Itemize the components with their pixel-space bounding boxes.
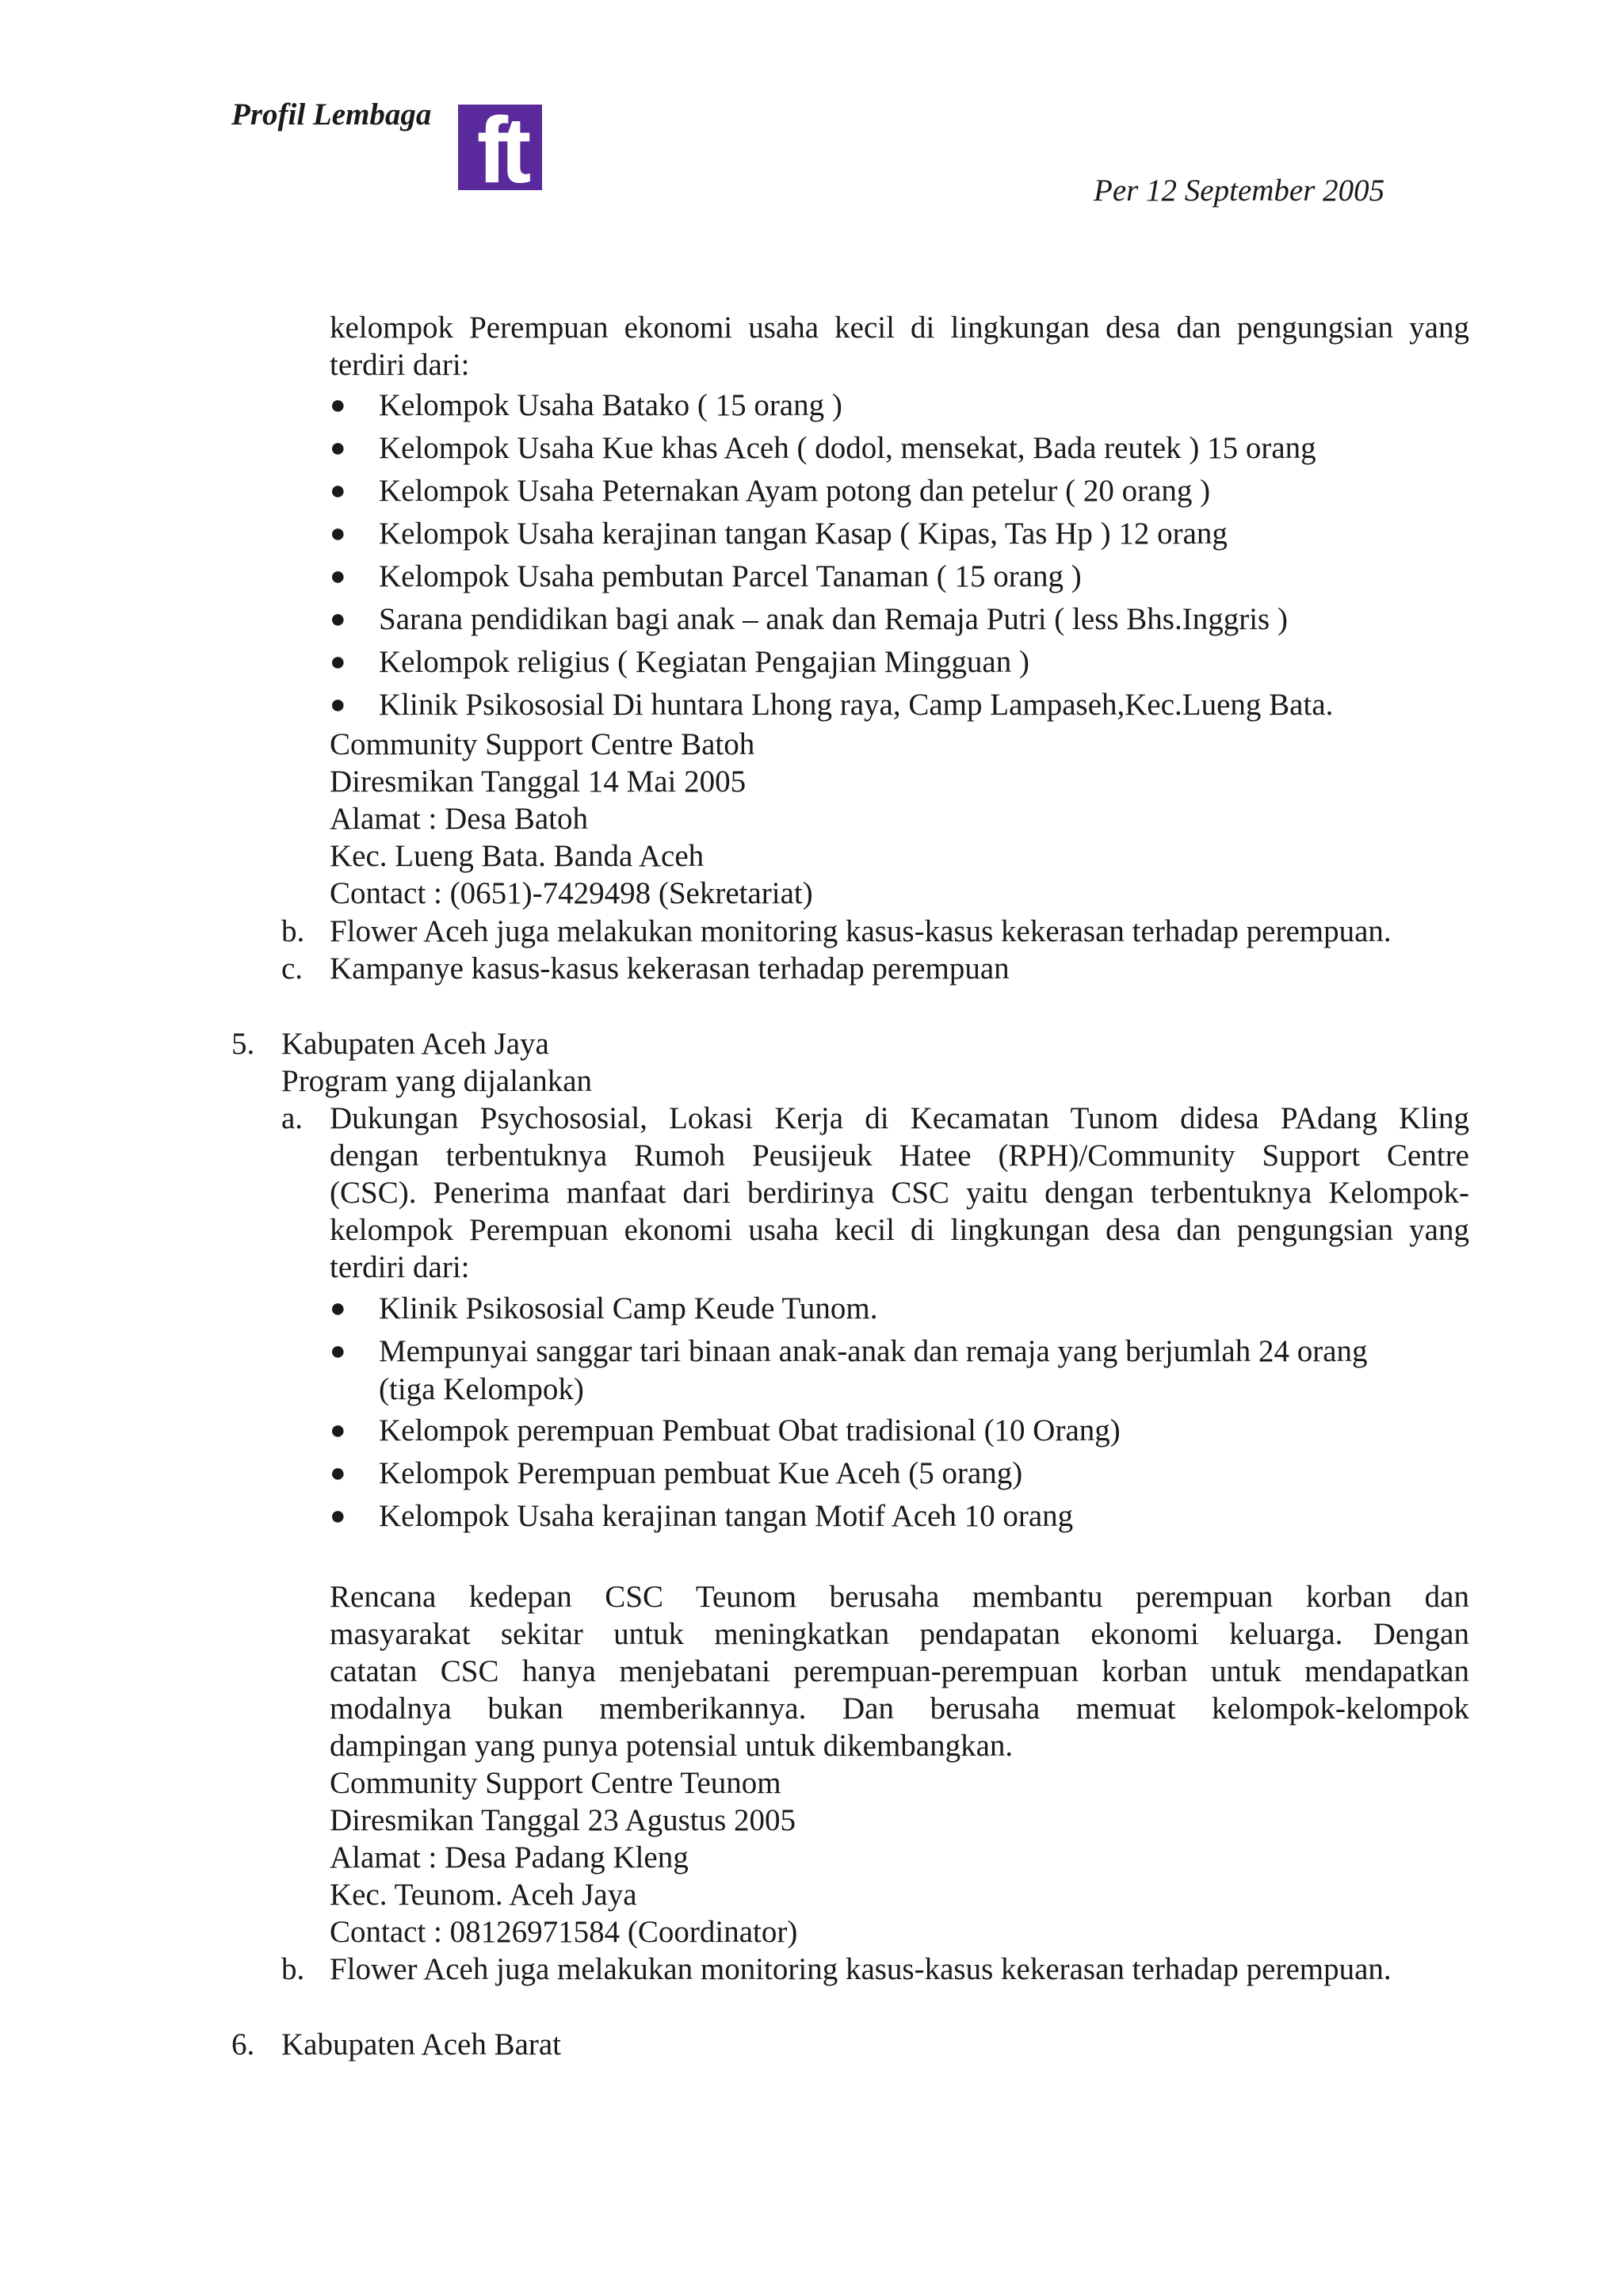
paragraph-line: terdiri dari: bbox=[330, 348, 470, 382]
bullet-icon: ● bbox=[330, 605, 346, 634]
logo-text: ft bbox=[476, 100, 524, 193]
paragraph-line: modalnya bukan memberikannya. Dan berusaha memuat kelompok-kelompok bbox=[330, 1691, 1469, 1726]
bullet-icon: ● bbox=[330, 519, 346, 548]
list-item: Kampanye kasus-kasus kekerasan terhadap perempuan bbox=[330, 952, 1010, 986]
list-marker: b. bbox=[281, 914, 305, 948]
list-item: Flower Aceh juga melakukan monitoring kasus-kasus kekerasan terhadap perempuan. bbox=[330, 914, 1392, 948]
bullet-icon: ● bbox=[330, 1337, 346, 1366]
section-title: Kabupaten Aceh Jaya bbox=[281, 1027, 549, 1061]
list-marker: b. bbox=[281, 1952, 305, 1986]
bullet-icon: ● bbox=[330, 647, 346, 677]
bullet-icon: ● bbox=[330, 476, 346, 505]
info-line: Diresmikan Tanggal 14 Mai 2005 bbox=[330, 765, 747, 799]
list-item: Kelompok Usaha kerajinan tangan Kasap ( Kipas, Tas Hp ) 12 orang bbox=[379, 517, 1228, 551]
list-item: Klinik Psikososial Camp Keude Tunom. bbox=[379, 1291, 878, 1325]
bullet-icon: ● bbox=[330, 1294, 346, 1323]
paragraph-line: terdiri dari: bbox=[330, 1250, 470, 1284]
paragraph-line: dengan terbentuknya Rumoh Peusijeuk Hatee (RPH)/Community Support Centre bbox=[330, 1138, 1469, 1173]
bullet-icon: ● bbox=[330, 1501, 346, 1531]
list-marker: c. bbox=[281, 952, 304, 986]
list-marker: a. bbox=[281, 1101, 304, 1135]
list-item: Klinik Psikososial Di huntara Lhong raya, Camp Lampaseh,Kec.Lueng Bata. bbox=[379, 688, 1334, 722]
list-item: Kelompok Perempuan pembuat Kue Aceh (5 orang) bbox=[379, 1456, 1023, 1490]
organization-logo bbox=[456, 100, 548, 193]
list-item: Kelompok perempuan Pembuat Obat tradisional (10 Orang) bbox=[379, 1413, 1121, 1447]
list-item: Mempunyai sanggar tari binaan anak-anak dan remaja yang berjumlah 24 orang bbox=[379, 1334, 1368, 1368]
info-line: Community Support Centre Batoh bbox=[330, 727, 755, 761]
list-item: Kelompok Usaha Kue khas Aceh ( dodol, mensekat, Bada reutek ) 15 orang bbox=[379, 431, 1316, 465]
list-item-continuation: (tiga Kelompok) bbox=[379, 1372, 584, 1406]
bullet-icon: ● bbox=[330, 433, 346, 463]
paragraph-line: (CSC). Penerima manfaat dari berdirinya CSC yaitu dengan terbentuknya Kelompok- bbox=[330, 1176, 1469, 1210]
info-line: Kec. Lueng Bata. Banda Aceh bbox=[330, 839, 705, 873]
list-item: Kelompok Usaha Peternakan Ayam potong dan petelur ( 20 orang ) bbox=[379, 474, 1211, 508]
paragraph-line: catatan CSC hanya menjebatani perempuan-perempuan korban untuk mendapatkan bbox=[330, 1654, 1469, 1688]
section-number: 6. bbox=[231, 2027, 255, 2061]
paragraph-line: Dukungan Psychososial, Lokasi Kerja di Kecamatan Tunom didesa PAdang Kling bbox=[330, 1101, 1469, 1135]
info-line: Contact : 08126971584 (Coordinator) bbox=[330, 1915, 798, 1949]
paragraph-line: kelompok Perempuan ekonomi usaha kecil di lingkungan desa dan pengungsian yang bbox=[330, 311, 1469, 345]
info-line: Diresmikan Tanggal 23 Agustus 2005 bbox=[330, 1803, 796, 1837]
paragraph-line: kelompok Perempuan ekonomi usaha kecil di lingkungan desa dan pengungsian yang bbox=[330, 1213, 1469, 1247]
list-item: Kelompok Usaha kerajinan tangan Motif Aceh 10 orang bbox=[379, 1499, 1074, 1533]
list-item: Kelompok Usaha pembutan Parcel Tanaman ( 15 orang ) bbox=[379, 559, 1082, 593]
paragraph-line: masyarakat sekitar untuk meningkatkan pendapatan ekonomi keluarga. Dengan bbox=[330, 1617, 1469, 1651]
info-line: Contact : (0651)-7429498 (Sekretariat) bbox=[330, 876, 813, 910]
document-date: Per 12 September 2005 bbox=[1094, 174, 1385, 208]
section-subtitle: Program yang dijalankan bbox=[281, 1064, 593, 1098]
info-line: Alamat : Desa Batoh bbox=[330, 802, 588, 836]
info-line: Community Support Centre Teunom bbox=[330, 1766, 781, 1800]
list-item: Sarana pendidikan bagi anak – anak dan Remaja Putri ( less Bhs.Inggris ) bbox=[379, 602, 1288, 636]
list-item: Kelompok Usaha Batako ( 15 orang ) bbox=[379, 388, 842, 422]
paragraph-line: dampingan yang punya potensial untuk dikembangkan. bbox=[330, 1729, 1014, 1763]
section-number: 5. bbox=[231, 1027, 255, 1061]
list-item: Kelompok religius ( Kegiatan Pengajian Mingguan ) bbox=[379, 645, 1029, 679]
bullet-icon: ● bbox=[330, 1459, 346, 1488]
bullet-icon: ● bbox=[330, 562, 346, 591]
section-title: Kabupaten Aceh Barat bbox=[281, 2027, 562, 2061]
org-title: Profil Lembaga bbox=[231, 97, 432, 132]
list-item: Flower Aceh juga melakukan monitoring kasus-kasus kekerasan terhadap perempuan. bbox=[330, 1952, 1392, 1986]
info-line: Kec. Teunom. Aceh Jaya bbox=[330, 1878, 637, 1912]
info-line: Alamat : Desa Padang Kleng bbox=[330, 1840, 689, 1875]
bullet-icon: ● bbox=[330, 391, 346, 420]
bullet-icon: ● bbox=[330, 1416, 346, 1445]
paragraph-line: Rencana kedepan CSC Teunom berusaha membantu perempuan korban dan bbox=[330, 1580, 1469, 1614]
bullet-icon: ● bbox=[330, 690, 346, 719]
